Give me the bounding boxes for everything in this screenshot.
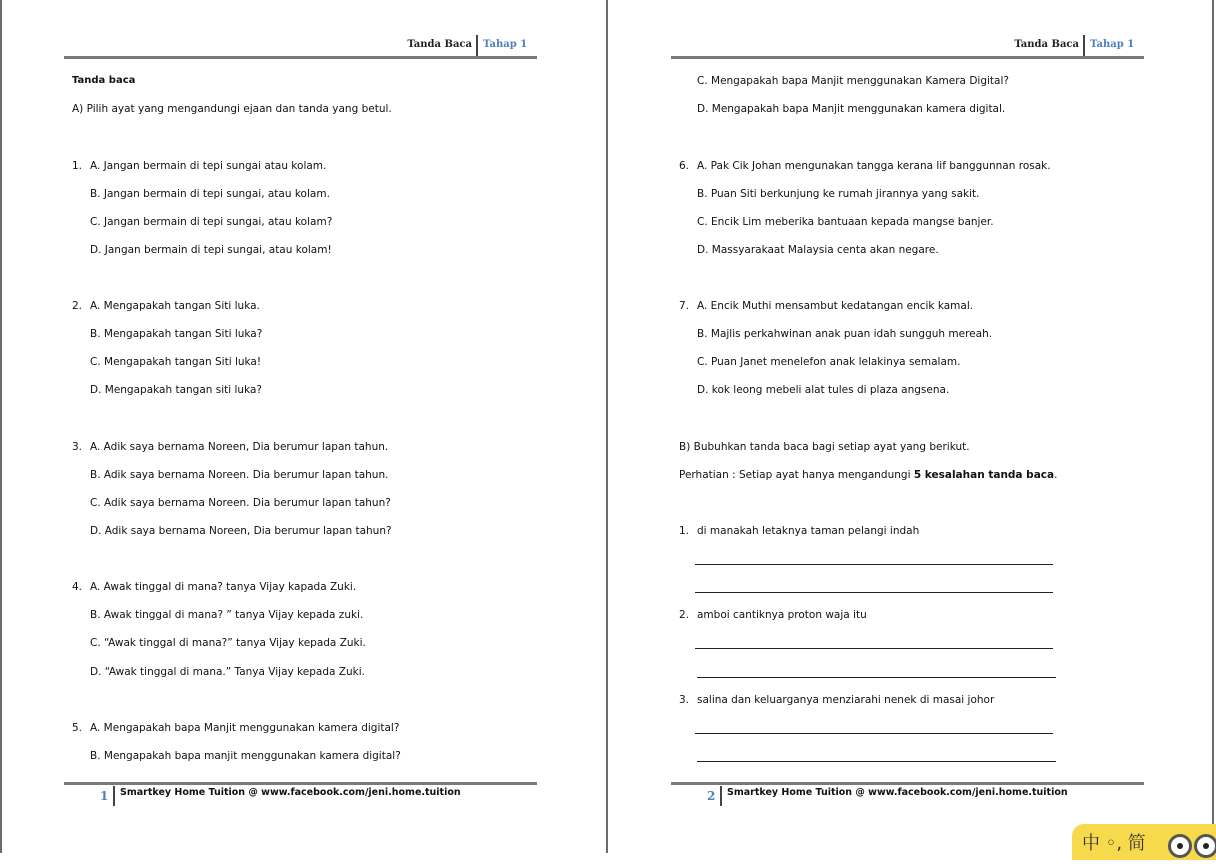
answer-line[interactable] — [697, 677, 1056, 678]
exercise-number: 3. — [679, 694, 690, 706]
page-divider — [606, 0, 608, 853]
option-a: A. Adik saya bernama Noreen, Dia berumur lapan tahun. — [90, 441, 389, 453]
question-number: 3. — [72, 441, 83, 453]
question-number: 7. — [679, 300, 690, 312]
option-a: A. Mengapakah bapa Manjit menggunakan kamera digital? — [90, 722, 400, 734]
page-2 — [610, 0, 1214, 853]
option-b: B. Mengapakah tangan Siti luka? — [90, 328, 263, 340]
option-c: C. Adik saya bernama Noreen. Dia berumur lapan tahun? — [90, 497, 391, 509]
option-d: D. “Awak tinggal di mana.” Tanya Vijay kepada Zuki. — [90, 666, 365, 678]
note-prefix: Perhatian : Setiap ayat hanya mengandungi — [679, 469, 914, 481]
instruction-b: B) Bubuhkan tanda baca bagi setiap ayat yang berikut. — [679, 441, 970, 453]
option-d: D. Mengapakah tangan siti luka? — [90, 384, 262, 396]
option-a: A. Jangan bermain di tepi sungai atau kolam. — [90, 160, 327, 172]
ime-toolbar-label[interactable]: 中 ◦, 简 — [1082, 833, 1146, 854]
page-2-header-tahap: Tahap 1 — [1090, 39, 1135, 50]
option-c: C. “Awak tinggal di mana?” tanya Vijay kepada Zuki. — [90, 637, 366, 649]
instruction-a: A) Pilih ayat yang mengandungi ejaan dan tanda yang betul. — [72, 103, 392, 115]
page-1-footer-rule — [64, 782, 537, 785]
page-2-header-title: Tanda Baca — [1014, 39, 1079, 50]
option-b: B. Mengapakah bapa manjit menggunakan kamera digital? — [90, 750, 401, 762]
mascot-eye-icon — [1194, 834, 1216, 858]
answer-line[interactable] — [695, 564, 1053, 565]
option-a: A. Mengapakah tangan Siti luka. — [90, 300, 260, 312]
ime-toolbar[interactable] — [1072, 824, 1216, 860]
note — [679, 468, 1057, 482]
question-number: 1. — [72, 160, 83, 172]
note-emphasis: 5 kesalahan tanda baca — [913, 469, 1055, 481]
page-1-header-tahap: Tahap 1 — [483, 39, 528, 50]
exercise-text: salina dan keluarganya menziarahi nenek di masai johor — [697, 694, 995, 706]
page-2-header-rule — [671, 56, 1144, 59]
option-b: B. Majlis perkahwinan anak puan idah sungguh mereah. — [697, 328, 993, 340]
answer-line[interactable] — [695, 648, 1053, 649]
option-d: D. Massyarakaat Malaysia centa akan negare. — [697, 244, 939, 256]
page-1-footer-separator — [113, 786, 115, 806]
answer-line[interactable] — [697, 761, 1056, 762]
note-suffix: . — [1054, 469, 1058, 481]
mascot-eye-icon — [1168, 834, 1192, 858]
option-c: C. Mengapakah tangan Siti luka! — [90, 356, 262, 368]
question-number: 2. — [72, 300, 83, 312]
page-1-header-rule — [64, 56, 537, 59]
option-d: D. Jangan bermain di tepi sungai, atau kolam! — [90, 244, 332, 256]
section-title: Tanda baca — [72, 75, 136, 86]
question-number: 6. — [679, 160, 690, 172]
page-1-number: 1 — [100, 789, 109, 803]
answer-line[interactable] — [695, 733, 1053, 734]
option-c: C. Encik Lim meberika bantuaan kepada mangse banjer. — [697, 216, 994, 228]
page-2-footer-rule — [671, 782, 1144, 785]
page-1-header-title: Tanda Baca — [407, 39, 472, 50]
question-number: 4. — [72, 581, 83, 593]
exercise-number: 1. — [679, 525, 690, 537]
option-a: A. Pak Cik Johan mengunakan tangga kerana lif banggunnan rosak. — [697, 160, 1051, 172]
page-2-footer-separator — [720, 786, 722, 806]
option-d: D. kok leong mebeli alat tules di plaza angsena. — [697, 384, 950, 396]
option-b: B. Jangan bermain di tepi sungai, atau kolam. — [90, 188, 330, 200]
page-2-header-separator — [1083, 35, 1085, 57]
option-a: A. Encik Muthi mensambut kedatangan encik kamal. — [697, 300, 974, 312]
exercise-number: 2. — [679, 609, 690, 621]
exercise-text: amboi cantiknya proton waja itu — [697, 609, 867, 621]
page-2-right-border — [1212, 0, 1214, 853]
page-1-header-separator — [476, 35, 478, 57]
option-c: C. Puan Janet menelefon anak lelakinya semalam. — [697, 356, 961, 368]
page-2-footer-text: Smartkey Home Tuition @ www.facebook.com/jeni.home.tuition — [727, 787, 1068, 798]
page-2-number: 2 — [707, 789, 716, 803]
answer-line[interactable] — [695, 592, 1053, 593]
exercise-text: di manakah letaknya taman pelangi indah — [697, 525, 920, 537]
option-c: C. Mengapakah bapa Manjit menggunakan Kamera Digital? — [697, 75, 1009, 87]
option-c: C. Jangan bermain di tepi sungai, atau kolam? — [90, 216, 333, 228]
option-b: B. Adik saya bernama Noreen. Dia berumur lapan tahun. — [90, 469, 389, 481]
page-1-left-border — [0, 0, 2, 853]
option-a: A. Awak tinggal di mana? tanya Vijay kapada Zuki. — [90, 581, 357, 593]
option-d: D. Mengapakah bapa Manjit menggunakan kamera digital. — [697, 103, 1006, 115]
option-b: B. Puan Siti berkunjung ke rumah jirannya yang sakit. — [697, 188, 980, 200]
option-b: B. Awak tinggal di mana? ” tanya Vijay kepada zuki. — [90, 609, 364, 621]
page-1-footer-text: Smartkey Home Tuition @ www.facebook.com/jeni.home.tuition — [120, 787, 461, 798]
option-d: D. Adik saya bernama Noreen, Dia berumur lapan tahun? — [90, 525, 392, 537]
question-number: 5. — [72, 722, 83, 734]
